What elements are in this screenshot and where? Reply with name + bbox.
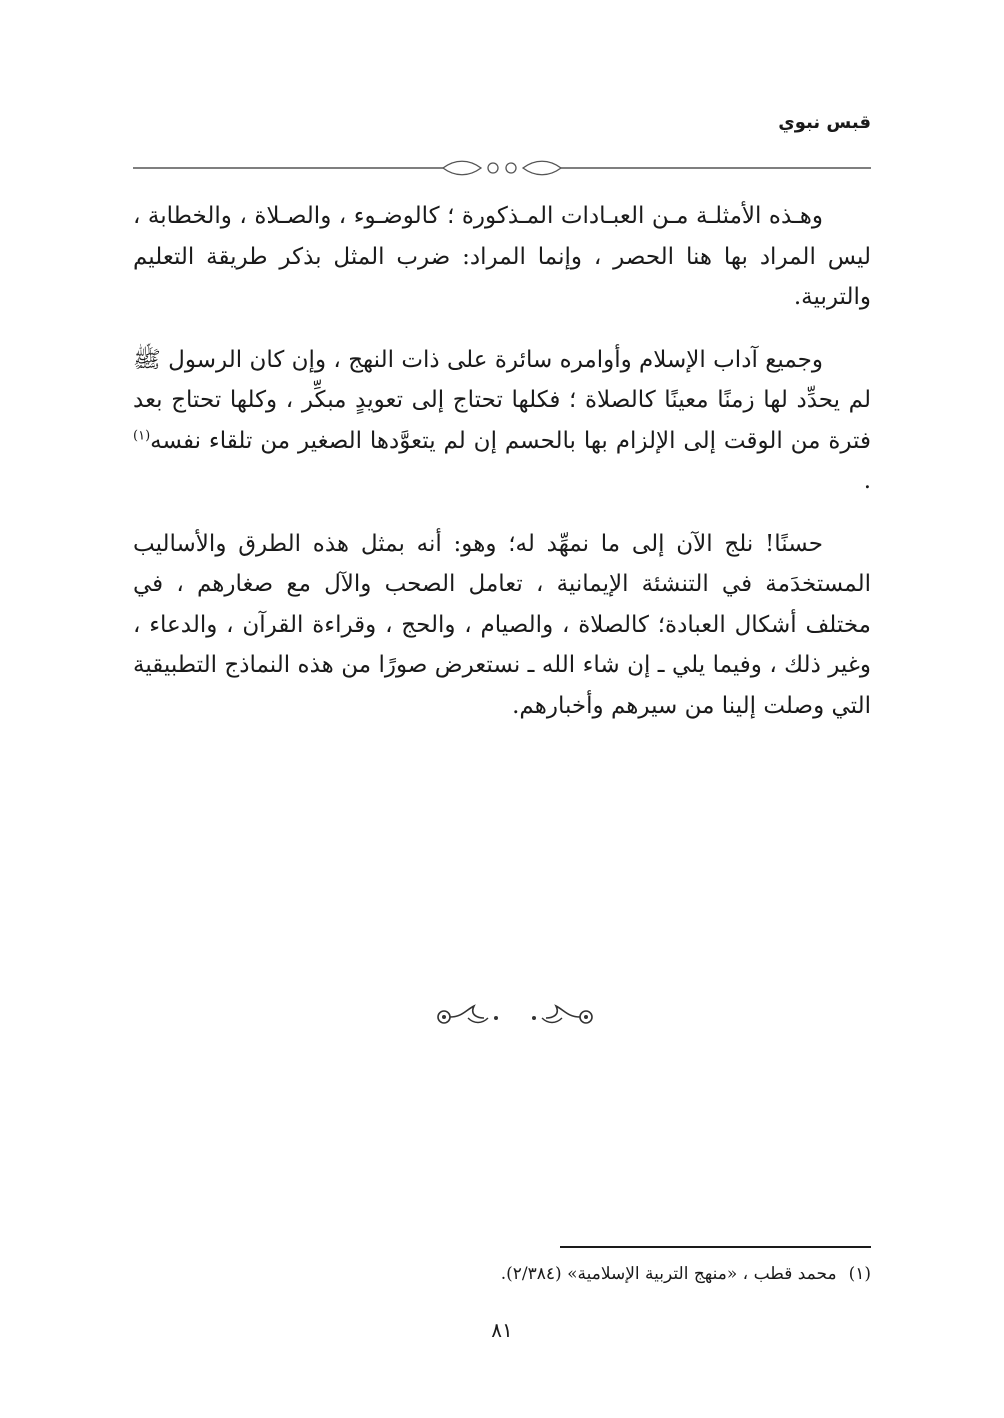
paragraph-1: وهـذه الأمثلـة مـن العبـادات المـذكورة ؛ كالوضـوء ، والصـلاة ، والخطابة ، ليس المراد بها هنا الحصر ، وإنما المراد: ضرب المثل بذكر طريقة التعليم والتربية. xyxy=(133,203,871,310)
paragraph-3: حسنًا! نلج الآن إلى ما نمهِّد له؛ وهو: أنه بمثل هذه الطرق والأساليب المستخدَمة في التنشئة الإيمانية ، تعامل الصحب والآل مع صغارهم ، في مختلف أشكال العبادة؛ كالصلاة ، والصيام ، والحج ، وقراءة القرآن ، والدعاء ، وغير ذلك ، وفيما يلي ـ إن شاء الله ـ نستعرض صورًا من هذه النماذج التطبيقية التي وصلت إلينا من سيرهم وأخبارهم. xyxy=(133,530,871,719)
section-end-ornament xyxy=(430,998,600,1032)
running-title: قبس نبوي xyxy=(778,112,871,133)
footnote xyxy=(133,1260,871,1288)
paragraph-2: وجميع آداب الإسلام وأوامره سائرة على ذات النهج ، وإن كان الرسول ﷺ لم يحدِّد لها زمنًا معينًا كالصلاة ؛ فكلها تحتاج إلى تعويدٍ مبكِّر ، وكلها تحتاج بعد فترة من الوقت إلى الإلزام بها بالحسم إن لم يتعوَّدها الصغير من تلقاء نفسه$^{(١)}$ . xyxy=(133,346,871,494)
footnote-reference[interactable]: (١) xyxy=(133,427,151,443)
footnote-number: (١) xyxy=(848,1264,871,1284)
body-text xyxy=(133,196,871,748)
header-ornament-rule xyxy=(133,160,871,176)
footnote-text: محمد قطب ، «منهج التربية الإسلامية» (٢/٣٨٤). xyxy=(500,1264,837,1284)
footnote-separator xyxy=(560,1246,871,1248)
page-number: ٨١ xyxy=(491,1318,513,1342)
paragraph-2-end: . xyxy=(863,468,871,494)
